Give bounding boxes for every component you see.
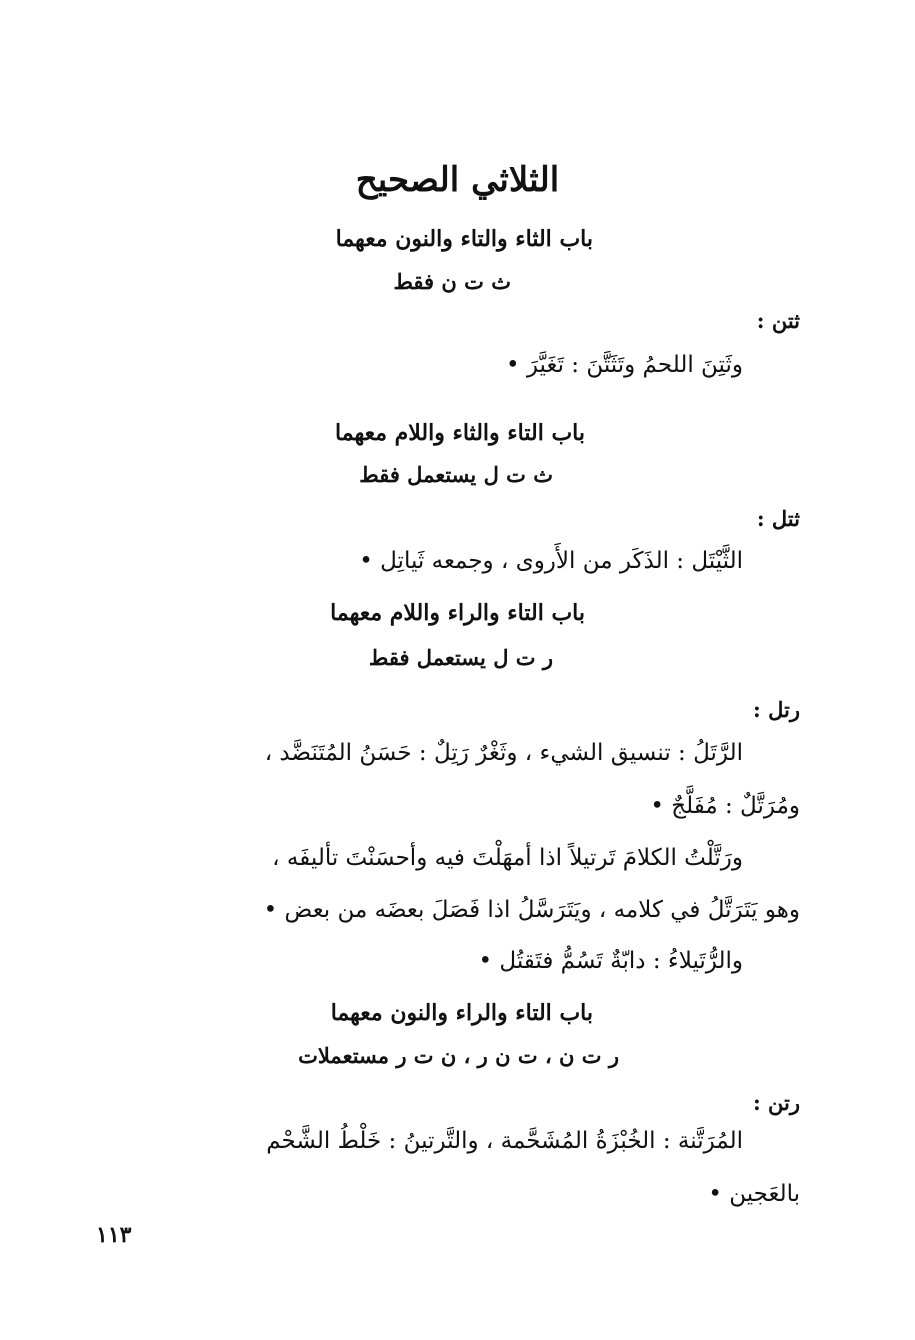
section-heading: باب التاء والثاء واللام معهما (335, 420, 585, 446)
root-entry: رتل : (753, 697, 800, 722)
section-heading: باب التاء والراء واللام معهما (330, 600, 585, 626)
definition-line: الرَّتَلُ : تنسيق الشيء ، وثَغْرٌ رَتِلٌ : حَسَنُ المُتَنَضَّد ، (264, 740, 743, 766)
definition-line: وهو يَتَرَتَّلُ في كلامه ، ويَتَرَسَّلُ اذا فَصَلَ بعضَه من بعض • (263, 897, 800, 923)
definition-line: الثَّيْتَل : الذَكَر من الأَروى ، وجمعه ثَياتِل • (359, 548, 743, 574)
definition-line: ومُرَتَّلٌ : مُفَلَّجٌ • (650, 793, 800, 819)
definition-line: والرُّتَيلاءُ : دابّةٌ تَسُمُّ فتَقتُل • (478, 948, 743, 974)
section-heading: باب التاء والراء والنون معهما (330, 1000, 593, 1026)
section-heading: باب الثاء والتاء والنون معهما (335, 226, 593, 252)
root-entry: ثتل : (756, 506, 800, 531)
page-title: الثلاثي الصحيح (355, 160, 560, 200)
section-subheading: ر ت ل يستعمل فقط (368, 645, 553, 670)
definition-line: المُرَتَّنة : الخُبْزَةُ المُشَحَّمة ، والتَّرتينُ : خَلْطُ الشَّحْم (266, 1128, 743, 1154)
root-entry: رتن : (752, 1090, 800, 1115)
page-number: ١١٣ (96, 1222, 132, 1248)
section-subheading: ث ت ن فقط (393, 269, 511, 294)
root-entry: ثتن : (756, 308, 800, 333)
definition-line: وثَتِنَ اللحمُ وتَثَتَّنَ : تَغَيَّرَ • (505, 352, 743, 378)
definition-line: ورَتَّلْتُ الكلامَ تَرتيلاً اذا أمهَلْتَ فيه وأحسَنْتَ تأليفَه ، (272, 845, 743, 871)
section-subheading: ر ت ن ، ت ن ر ، ن ت ر مستعملات (298, 1043, 619, 1068)
definition-line: بالعَجين • (708, 1181, 800, 1207)
section-subheading: ث ت ل يستعمل فقط (359, 462, 553, 487)
